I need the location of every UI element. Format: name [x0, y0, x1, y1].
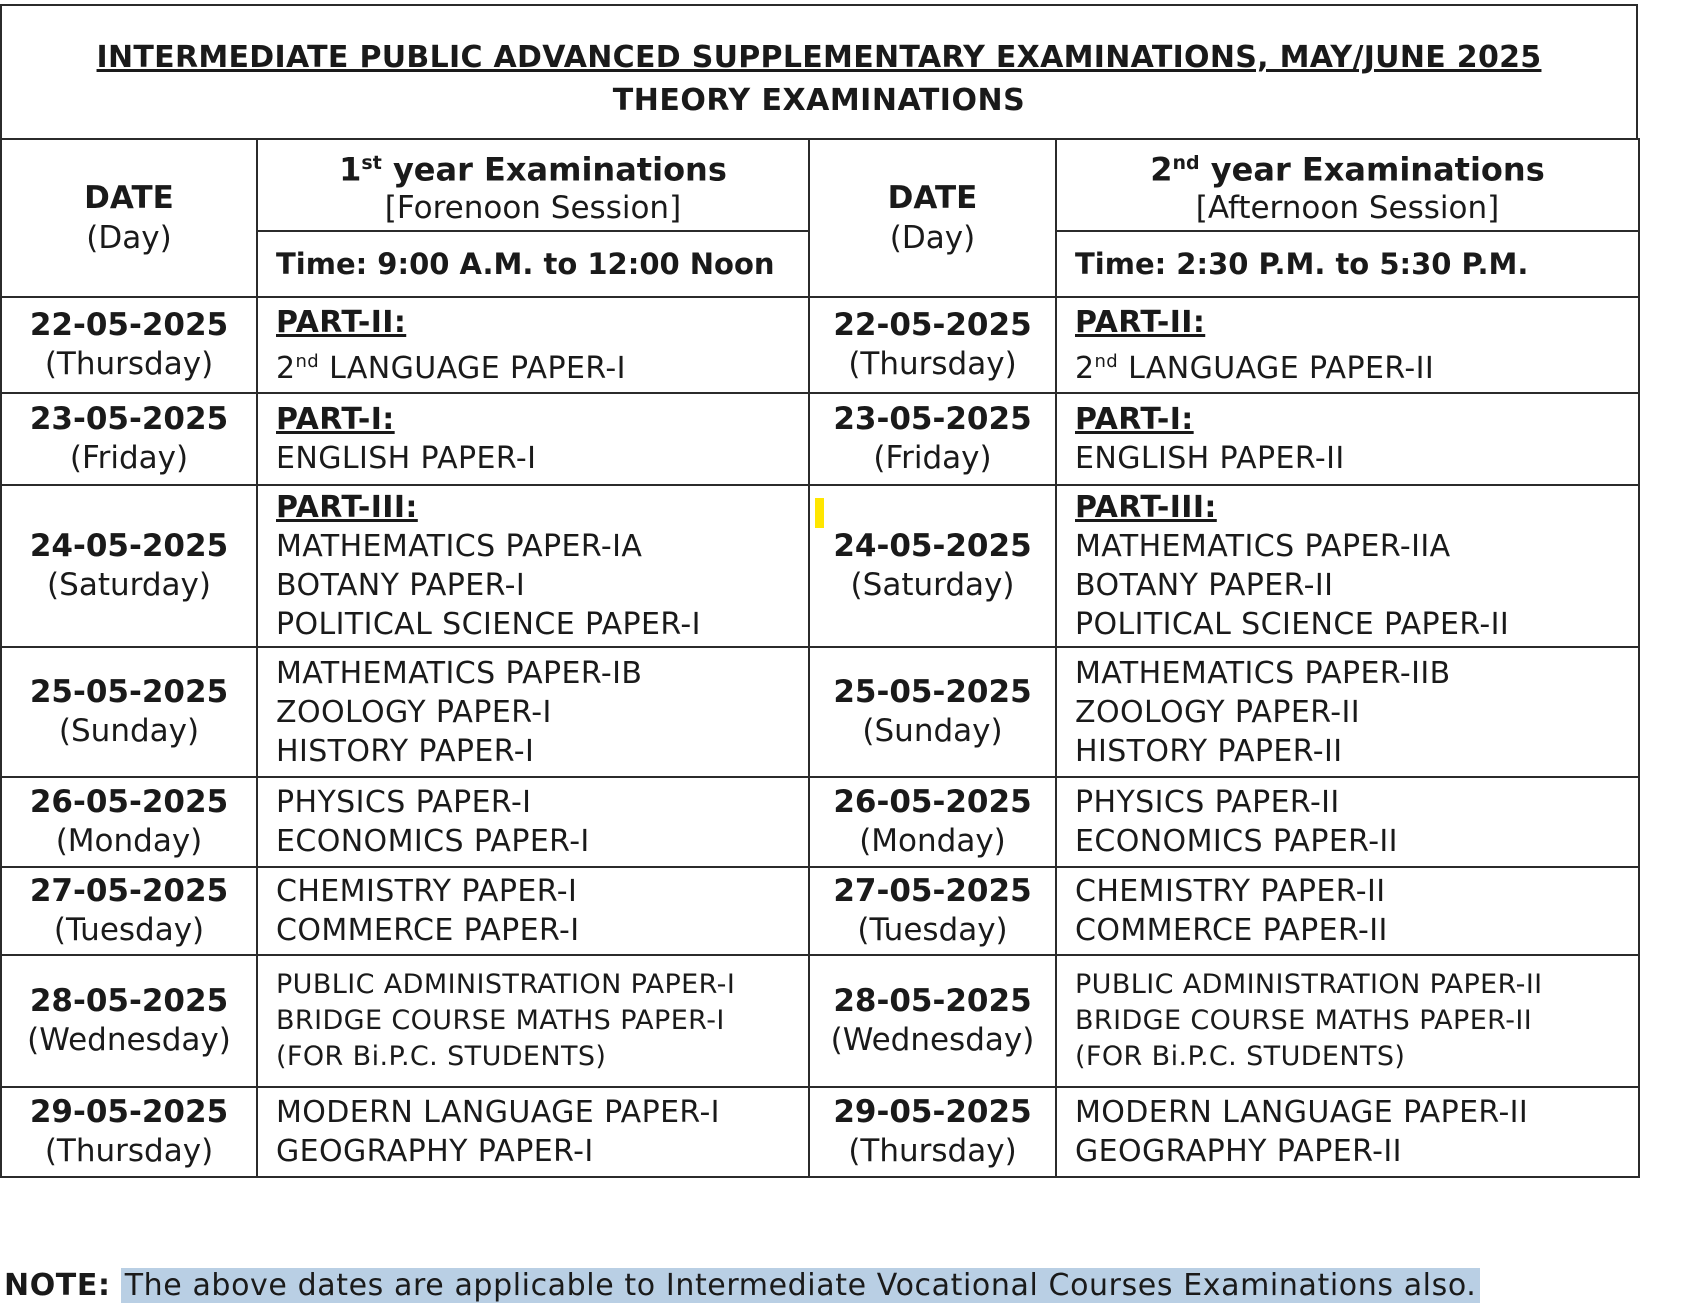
exam-day: (Tuesday) [857, 912, 1008, 948]
header-first-year [257, 139, 809, 231]
exam-date: 22-05-2025 [29, 307, 229, 343]
subject-line: MATHEMATICS PAPER-IB [276, 655, 643, 691]
exam-day: (Monday) [859, 823, 1006, 859]
ordinal-suffix: nd [295, 350, 320, 372]
subject-line: BRIDGE COURSE MATHS PAPER-I [276, 1005, 725, 1036]
subject-line: POLITICAL SCIENCE PAPER-I [276, 607, 701, 642]
date-cell-second [809, 485, 1056, 647]
second-year-subjects [1056, 297, 1639, 393]
exam-day: (Friday) [873, 440, 992, 476]
subject-line: MATHEMATICS PAPER-IIB [1075, 655, 1451, 691]
subject-line: ECONOMICS PAPER-II [1075, 824, 1398, 859]
exam-day: (Sunday) [58, 713, 200, 749]
subject-line: POLITICAL SCIENCE PAPER-II [1075, 607, 1510, 642]
date-cell-second [809, 867, 1056, 955]
exam-date: 24-05-2025 [29, 528, 229, 564]
subject-line: (FOR Bi.P.C. STUDENTS) [276, 1041, 607, 1072]
exam-day: (Sunday) [862, 713, 1003, 749]
subject-line: ENGLISH PAPER-II [1075, 441, 1345, 476]
subject-line: CHEMISTRY PAPER-II [1075, 874, 1386, 909]
first-year-time: Time: 9:00 A.M. to 12:00 Noon [257, 231, 809, 297]
exam-date: 23-05-2025 [29, 401, 229, 437]
part-heading: PART-III: [1075, 490, 1217, 525]
header-row [1, 139, 1639, 231]
schedule-row [1, 1087, 1639, 1177]
schedule-row [1, 867, 1639, 955]
second-year-subjects [1056, 1087, 1639, 1177]
subject-line: ENGLISH PAPER-I [276, 441, 537, 476]
first-year-subjects [257, 485, 809, 647]
exam-date: 29-05-2025 [833, 1094, 1032, 1130]
schedule-row [1, 647, 1639, 777]
subject-line: PHYSICS PAPER-I [276, 785, 532, 820]
exam-date: 25-05-2025 [833, 674, 1032, 710]
note-label: NOTE: [4, 1268, 111, 1303]
exam-date: 27-05-2025 [29, 873, 229, 909]
date-cell-first [1, 647, 257, 777]
exam-date: 26-05-2025 [833, 784, 1032, 820]
title-box [0, 4, 1638, 138]
exam-date: 29-05-2025 [29, 1094, 229, 1130]
subject-line: COMMERCE PAPER-I [276, 913, 580, 948]
document-subtitle: THEORY EXAMINATIONS [612, 83, 1026, 118]
exam-date: 28-05-2025 [29, 983, 229, 1019]
first-year-subjects [257, 297, 809, 393]
day-label: (Day) [889, 220, 976, 256]
date-cell-second [809, 1087, 1056, 1177]
exam-day: (Thursday) [44, 346, 214, 382]
date-cell-second [809, 647, 1056, 777]
date-cell-second [809, 955, 1056, 1087]
first-year-subjects [257, 777, 809, 867]
date-cell-second [809, 393, 1056, 485]
date-cell-first [1, 297, 257, 393]
subject-line: GEOGRAPHY PAPER-II [1075, 1134, 1402, 1169]
exam-date: 24-05-2025 [833, 528, 1032, 564]
ordinal: 2 [276, 350, 296, 386]
exam-day: (Tuesday) [53, 912, 205, 948]
day-label: (Day) [86, 220, 172, 256]
second-year-time: Time: 2:30 P.M. to 5:30 P.M. [1056, 231, 1639, 297]
schedule-row [1, 777, 1639, 867]
date-cell-second [809, 297, 1056, 393]
part-heading: PART-III: [276, 490, 418, 525]
exam-date: 28-05-2025 [833, 983, 1032, 1019]
subject-line: COMMERCE PAPER-II [1075, 913, 1388, 948]
subject-line: BOTANY PAPER-I [276, 568, 526, 603]
highlight-mark [815, 498, 824, 528]
subject-line: (FOR Bi.P.C. STUDENTS) [1075, 1041, 1406, 1072]
exam-day: (Saturday) [850, 567, 1015, 603]
exam-day: (Saturday) [47, 567, 211, 603]
first-year-subjects [257, 393, 809, 485]
subject-line: MODERN LANGUAGE PAPER-II [1075, 1095, 1529, 1130]
subject-line: ZOOLOGY PAPER-II [1075, 694, 1360, 730]
subject-line: 2nd LANGUAGE PAPER-I [276, 350, 626, 386]
first-year-session: [Forenoon Session] [384, 190, 682, 227]
subject-line: HISTORY PAPER-I [276, 733, 535, 769]
second-year-subjects [1056, 777, 1639, 867]
second-year-subjects [1056, 485, 1639, 647]
subject-line: ECONOMICS PAPER-I [276, 824, 590, 859]
exam-date: 23-05-2025 [833, 401, 1032, 437]
part-heading: PART-II: [1075, 304, 1206, 340]
date-cell-first [1, 867, 257, 955]
first-year-subjects [257, 1087, 809, 1177]
exam-day: (Friday) [69, 440, 189, 476]
second-year-subjects [1056, 647, 1639, 777]
ordinal: 2 [1075, 350, 1095, 386]
date-cell-first [1, 955, 257, 1087]
date-cell-first [1, 393, 257, 485]
subject-line: PUBLIC ADMINISTRATION PAPER-I [276, 969, 736, 1000]
schedule-table [0, 138, 1640, 1178]
subject-line: MATHEMATICS PAPER-IIA [1075, 529, 1451, 564]
header-date-2 [809, 139, 1056, 297]
first-year-subjects [257, 955, 809, 1087]
second-year-session: [Afternoon Session] [1195, 190, 1500, 227]
subject-line: CHEMISTRY PAPER-I [276, 874, 578, 909]
exam-timetable [0, 4, 1638, 1178]
date-cell-first [1, 777, 257, 867]
subject-line: MATHEMATICS PAPER-IA [276, 529, 643, 564]
schedule-row [1, 297, 1639, 393]
part-heading: PART-I: [276, 402, 395, 437]
exam-day: (Thursday) [848, 346, 1017, 382]
subject-line: HISTORY PAPER-II [1075, 733, 1343, 769]
exam-date: 22-05-2025 [833, 307, 1032, 343]
date-cell-first [1, 485, 257, 647]
subject-line: ZOOLOGY PAPER-I [276, 694, 552, 730]
exam-day: (Monday) [55, 823, 203, 859]
date-cell-first [1, 1087, 257, 1177]
second-year-subjects [1056, 393, 1639, 485]
date-label: DATE [84, 180, 174, 216]
schedule-row [1, 393, 1639, 485]
subject-line: GEOGRAPHY PAPER-I [276, 1134, 594, 1169]
ordinal-suffix: nd [1094, 350, 1119, 372]
subject-line: 2nd LANGUAGE PAPER-II [1075, 350, 1435, 386]
subject-line: MODERN LANGUAGE PAPER-I [276, 1095, 720, 1130]
date-cell-second [809, 777, 1056, 867]
schedule-row [1, 955, 1639, 1087]
second-year-subjects [1056, 867, 1639, 955]
header-second-year [1056, 139, 1639, 231]
subject-line: PHYSICS PAPER-II [1075, 785, 1340, 820]
note [4, 1268, 1480, 1303]
note-text: The above dates are applicable to Intermediate Vocational Courses Examinations also. [121, 1268, 1481, 1303]
document-title: INTERMEDIATE PUBLIC ADVANCED SUPPLEMENTARY EXAMINATIONS, MAY/JUNE 2025 [96, 40, 1542, 75]
subject-line: BRIDGE COURSE MATHS PAPER-II [1075, 1005, 1533, 1036]
exam-day: (Wednesday) [27, 1022, 231, 1058]
exam-day: (Thursday) [44, 1133, 214, 1169]
exam-day: (Wednesday) [830, 1022, 1035, 1058]
second-year-heading: 2nd year Examinations [1150, 150, 1545, 189]
second-year-subjects [1056, 955, 1639, 1087]
first-year-heading: 1st year Examinations [339, 150, 727, 189]
exam-date: 26-05-2025 [29, 784, 229, 820]
exam-date: 27-05-2025 [833, 873, 1032, 909]
first-year-subjects [257, 867, 809, 955]
part-heading: PART-II: [276, 304, 407, 340]
header-date-1 [1, 139, 257, 297]
date-label: DATE [887, 180, 978, 216]
subject-line: PUBLIC ADMINISTRATION PAPER-II [1075, 969, 1543, 1000]
first-year-subjects [257, 647, 809, 777]
exam-date: 25-05-2025 [29, 674, 229, 710]
subject-line: BOTANY PAPER-II [1075, 568, 1334, 603]
part-heading: PART-I: [1075, 402, 1194, 437]
exam-day: (Thursday) [848, 1133, 1017, 1169]
